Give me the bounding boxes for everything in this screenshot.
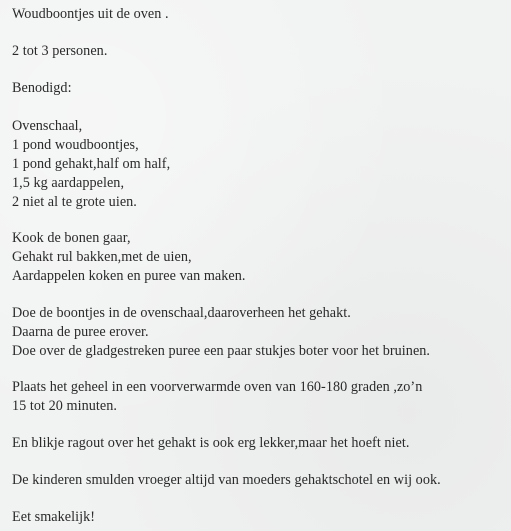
tip-text: En blikje ragout over het gehakt is ook erg lekker,maar het hoeft niet. [12, 435, 410, 451]
ingredient-line: 1,5 kg aardappelen, [12, 175, 125, 191]
ingredient-line: 1 pond woudboontjes, [12, 137, 139, 153]
ingredient-line: Ovenschaal, [12, 118, 83, 134]
assembly-step-line: Daarna de puree erover. [12, 324, 149, 340]
ingredient-line: 1 pond gehakt,half om half, [12, 156, 171, 172]
recipe-title: Woudboontjes uit de oven . [12, 6, 169, 22]
servings-text: 2 tot 3 personen. [12, 43, 108, 59]
bake-instruction-line: 15 tot 20 minuten. [12, 398, 117, 414]
prep-step-line: Aardappelen koken en puree van maken. [12, 268, 246, 284]
ingredient-line: 2 niet al te grote uien. [12, 194, 137, 210]
assembly-step-line: Doe de boontjes in de ovenschaal,daaroverheen het gehakt. [12, 305, 351, 321]
memory-text: De kinderen smulden vroeger altijd van moeders gehaktschotel en wij ook. [12, 472, 441, 488]
prep-step-line: Kook de bonen gaar, [12, 230, 131, 246]
ingredients-heading: Benodigd: [12, 80, 72, 96]
prep-step-line: Gehakt rul bakken,met de uien, [12, 249, 192, 265]
assembly-step-line: Doe over de gladgestreken puree een paar stukjes boter voor het bruinen. [12, 343, 431, 359]
closing-text: Eet smakelijk! [12, 509, 96, 525]
bake-instruction-line: Plaats het geheel in een voorverwarmde oven van 160-180 graden ,zo’n [12, 379, 423, 395]
